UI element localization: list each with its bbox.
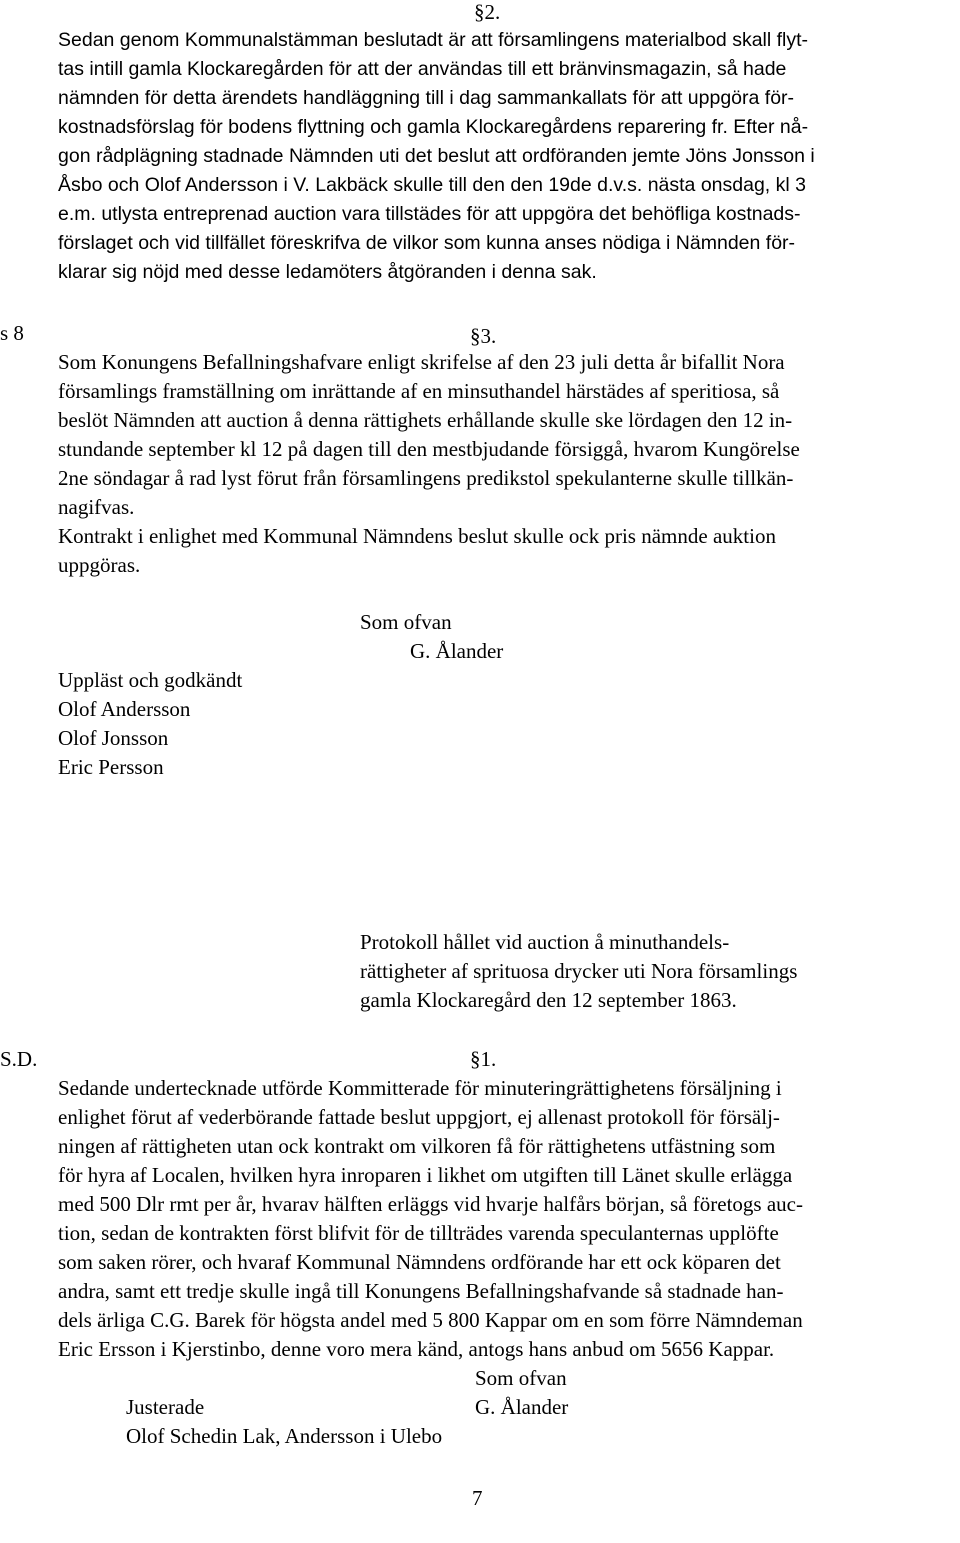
- text-line: församlings framställning om inrättande af en minsuthandel härstädes af speritiosa, så: [58, 379, 780, 403]
- text-line: beslöt Nämnden att auction å denna rättighets erhållande skulle ske lördagen den 12 in-: [58, 408, 793, 432]
- text-line: e.m. utlysta entreprenad auction vara tillstädes för att uppgöra det behöfliga kostnads-: [58, 203, 801, 225]
- section-heading: §3.: [470, 324, 497, 348]
- approval-text: Uppläst och godkändt: [58, 668, 243, 692]
- text-line: Sedan genom Kommunalstämman beslutadt är att församlingens materialbod skall flyt-: [58, 29, 809, 51]
- text-line: nagifvas.: [58, 495, 135, 519]
- text-line: Som Konungens Befallningshafvare enligt skrifelse af den 23 juli detta år bifallit Nora: [58, 350, 785, 374]
- text-line: för hyra af Localen, hvilken hyra inroparen i likhet om utgiften till Länet skulle erlägga: [58, 1163, 793, 1187]
- signature-name: Olof Andersson: [58, 697, 191, 721]
- text-line: Eric Ersson i Kjerstinbo, denne voro mera känd, antogs hans anbud om 5656 Kappar.: [58, 1337, 775, 1361]
- text-line: med 500 Dlr rmt per år, hvarav hälften erläggs vid hvarje halfårs början, så företogs auc-: [58, 1192, 803, 1216]
- text-line: stundande september kl 12 på dagen till den mestbjudande försiggå, hvarom Kungörelse: [58, 437, 800, 461]
- text-line: tas intill gamla Klockaregården för att der användas till ett bränvinsmagazin, så hade: [58, 58, 787, 80]
- page-number: 7: [472, 1486, 483, 1510]
- protocol-title-line: rättigheter af sprituosa drycker uti Nora församlings: [360, 959, 798, 983]
- section-heading: §2.: [474, 0, 501, 24]
- signature-name: Eric Persson: [58, 755, 164, 779]
- text-line: Sedande undertecknade utförde Kommitterade för minuteringrättighetens försäljning i: [58, 1076, 782, 1100]
- signature-name: Olof Schedin Lak, Andersson i Ulebo: [126, 1424, 443, 1448]
- text-line: klarar sig nöjd med desse ledamöters åtgöranden i denna sak.: [58, 261, 597, 283]
- protocol-title-line: Protokoll hållet vid auction å minuthandels-: [360, 930, 730, 954]
- text-line: som saken rörer, och hvaraf Kommunal Nämndens ordförande har ett ock köparen det: [58, 1250, 781, 1274]
- closing-text: Som ofvan: [360, 610, 452, 634]
- text-line: andra, samt ett tredje skulle ingå till Konungens Befallningshafvande så stadnade han-: [58, 1279, 784, 1303]
- closing-text: Som ofvan: [475, 1366, 567, 1390]
- text-line: 2ne söndagar å rad lyst förut från församlingens predikstol spekulanterne skulle tillkän-: [58, 466, 794, 490]
- justerade-label: Justerade: [126, 1395, 205, 1419]
- text-line: tion, sedan de kontrakten först blifvit för de tillträdes varenda speculanternas upplöfte: [58, 1221, 779, 1245]
- signature-name: Olof Jonsson: [58, 726, 169, 750]
- margin-note: s 8: [0, 321, 24, 345]
- signature-name: G. Ålander: [410, 639, 504, 663]
- text-line: Åsbo och Olof Andersson i V. Lakbäck skulle till den den 19de d.v.s. nästa onsdag, kl 3: [58, 174, 806, 196]
- text-line: Kontrakt i enlighet med Kommunal Nämndens beslut skulle ock pris nämnde auktion: [58, 524, 776, 548]
- text-line: kostnadsförslag för bodens flyttning och gamla Klockaregårdens reparering fr. Efter nå-: [58, 116, 809, 138]
- text-line: nämnden för detta ärendets handläggning till i dag sammankallats för att uppgöra för-: [58, 87, 795, 109]
- text-line: gon rådplägning stadnade Nämnden uti det beslut att ordföranden jemte Jöns Jonsson i: [58, 145, 815, 167]
- protocol-title-line: gamla Klockaregård den 12 september 1863.: [360, 988, 737, 1012]
- section-heading: §1.: [470, 1047, 497, 1071]
- signature-name: G. Ålander: [475, 1395, 569, 1419]
- text-line: förslaget och vid tillfället föreskrifva de vilkor som kunna anses nödiga i Nämnden för-: [58, 232, 796, 254]
- text-line: uppgöras.: [58, 553, 141, 577]
- text-line: ningen af rättigheten utan ock kontrakt om vilkoren få för rättighetens utfästning som: [58, 1134, 776, 1158]
- text-line: dels ärliga C.G. Barek för högsta andel med 5 800 Kappar om en som förre Nämndeman: [58, 1308, 803, 1332]
- margin-note: S.D.: [0, 1047, 38, 1071]
- text-line: enlighet förut af vederbörande fattade beslut uppgjort, ej allenast protokoll för försälj-: [58, 1105, 780, 1129]
